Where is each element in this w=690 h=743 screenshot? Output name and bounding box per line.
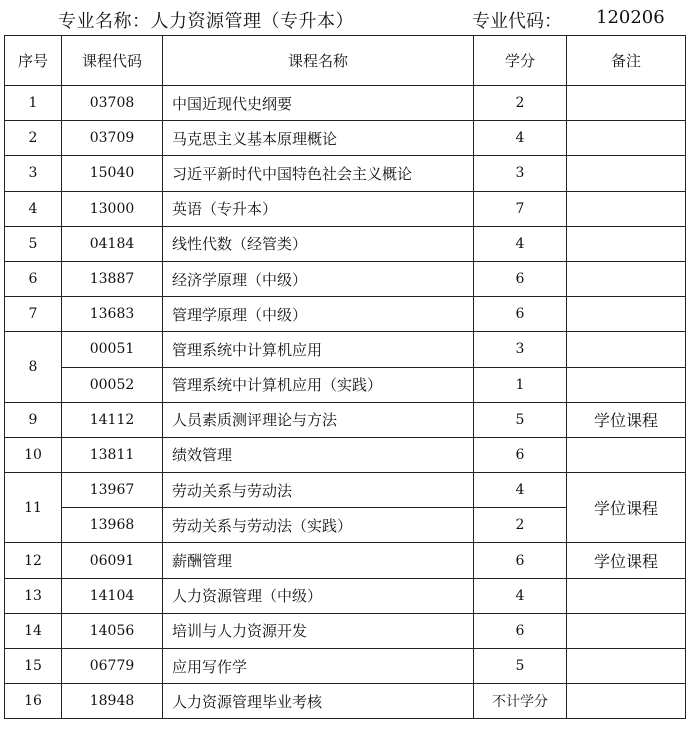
col-header-remark: 备注: [567, 36, 686, 86]
row-seq: 12: [5, 543, 62, 578]
col-header-code: 课程代码: [62, 36, 163, 86]
row-remark: [567, 226, 686, 261]
row-name: 人力资源管理毕业考核: [163, 684, 474, 719]
row-seq: 14: [5, 613, 62, 648]
row-remark: [567, 613, 686, 648]
row-code: 13967: [62, 473, 163, 508]
row-credits: 4: [474, 226, 567, 261]
row-seq: 11: [5, 473, 62, 543]
row-remark: 学位课程: [567, 473, 686, 543]
table-row: [5, 684, 686, 719]
row-credits: 7: [474, 191, 567, 226]
table-row: [5, 121, 686, 156]
row-seq: 8: [5, 332, 62, 402]
table-row: [5, 578, 686, 613]
row-credits: 4: [474, 473, 567, 508]
table-row: [5, 86, 686, 121]
row-remark: [567, 367, 686, 402]
row-remark: [567, 332, 686, 367]
col-header-name: 课程名称: [163, 36, 474, 86]
row-name: 绩效管理: [163, 437, 474, 472]
table-row: [5, 437, 686, 472]
col-header-credits: 学分: [474, 36, 567, 86]
row-credits: 5: [474, 402, 567, 437]
row-code: 00052: [62, 367, 163, 402]
row-name: 劳动关系与劳动法（实践）: [163, 508, 474, 543]
table-row: [5, 473, 686, 508]
row-seq: 4: [5, 191, 62, 226]
row-name: 马克思主义基本原理概论: [163, 121, 474, 156]
row-remark: [567, 649, 686, 684]
row-name: 人力资源管理（中级）: [163, 578, 474, 613]
row-code: 13887: [62, 261, 163, 296]
row-credits: 4: [474, 121, 567, 156]
row-credits: 2: [474, 508, 567, 543]
row-credits: 6: [474, 261, 567, 296]
row-credits: 3: [474, 332, 567, 367]
row-code: 03708: [62, 86, 163, 121]
row-seq: 3: [5, 156, 62, 191]
row-name: 培训与人力资源开发: [163, 613, 474, 648]
major-code-value: 120206: [596, 7, 665, 28]
row-code: 13811: [62, 437, 163, 472]
table-row: [5, 191, 686, 226]
table-row: [5, 543, 686, 578]
row-seq: 2: [5, 121, 62, 156]
row-name: 英语（专升本）: [163, 191, 474, 226]
row-seq: 6: [5, 261, 62, 296]
row-seq: 1: [5, 86, 62, 121]
row-seq: 5: [5, 226, 62, 261]
row-remark: [567, 437, 686, 472]
row-remark: [567, 86, 686, 121]
col-header-seq: 序号: [5, 36, 62, 86]
row-name: 劳动关系与劳动法: [163, 473, 474, 508]
row-remark: [567, 261, 686, 296]
row-credits: 6: [474, 297, 567, 332]
row-code: 06779: [62, 649, 163, 684]
row-name: 中国近现代史纲要: [163, 86, 474, 121]
row-name: 人员素质测评理论与方法: [163, 402, 474, 437]
major-name: 专业名称：人力资源管理（专升本）: [58, 11, 354, 32]
table-row: [5, 226, 686, 261]
row-remark: [567, 297, 686, 332]
row-code: 03709: [62, 121, 163, 156]
row-credits: 5: [474, 649, 567, 684]
row-credits: 3: [474, 156, 567, 191]
table-row: [5, 156, 686, 191]
table-row: [5, 297, 686, 332]
row-seq: 15: [5, 649, 62, 684]
row-code: 06091: [62, 543, 163, 578]
row-credits: 2: [474, 86, 567, 121]
row-credits: 6: [474, 437, 567, 472]
row-name: 应用写作学: [163, 649, 474, 684]
row-code: 13000: [62, 191, 163, 226]
row-seq: 7: [5, 297, 62, 332]
table-row: [5, 261, 686, 296]
row-remark: 学位课程: [567, 543, 686, 578]
row-seq: 9: [5, 402, 62, 437]
row-code: 13683: [62, 297, 163, 332]
table-row: [5, 402, 686, 437]
row-code: 00051: [62, 332, 163, 367]
row-code: 14056: [62, 613, 163, 648]
table-header-row: [5, 36, 686, 86]
row-credits: 1: [474, 367, 567, 402]
row-remark: [567, 121, 686, 156]
row-seq: 10: [5, 437, 62, 472]
row-name: 管理系统中计算机应用（实践）: [163, 367, 474, 402]
row-code: 15040: [62, 156, 163, 191]
row-name: 习近平新时代中国特色社会主义概论: [163, 156, 474, 191]
row-code: 14112: [62, 402, 163, 437]
row-code: 13968: [62, 508, 163, 543]
row-name: 薪酬管理: [163, 543, 474, 578]
row-remark: [567, 156, 686, 191]
row-name: 线性代数（经管类）: [163, 226, 474, 261]
row-credits: 4: [474, 578, 567, 613]
row-remark: [567, 191, 686, 226]
row-name: 管理系统中计算机应用: [163, 332, 474, 367]
row-remark: [567, 578, 686, 613]
table-row: [5, 367, 686, 402]
row-code: 18948: [62, 684, 163, 719]
row-seq: 13: [5, 578, 62, 613]
row-credits: 不计学分: [474, 684, 567, 719]
course-table: [4, 35, 686, 719]
row-name: 管理学原理（中级）: [163, 297, 474, 332]
row-name: 经济学原理（中级）: [163, 261, 474, 296]
table-row: [5, 613, 686, 648]
row-remark: [567, 684, 686, 719]
table-row: [5, 649, 686, 684]
page-header: [0, 0, 690, 36]
major-code-label: 专业代码：: [472, 11, 562, 32]
row-seq: 16: [5, 684, 62, 719]
row-code: 04184: [62, 226, 163, 261]
row-code: 14104: [62, 578, 163, 613]
row-remark: 学位课程: [567, 402, 686, 437]
row-credits: 6: [474, 613, 567, 648]
table-row: [5, 332, 686, 367]
row-credits: 6: [474, 543, 567, 578]
